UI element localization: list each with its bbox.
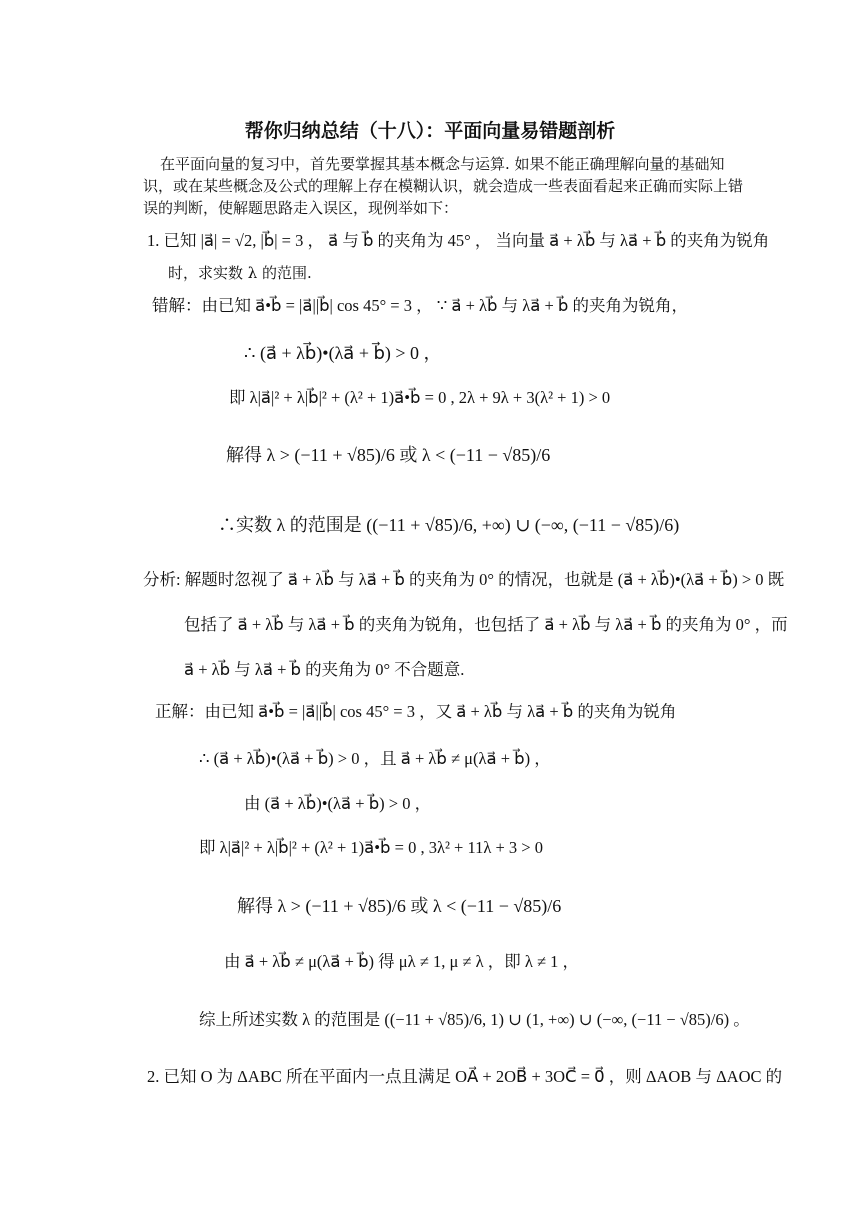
problem-2-statement: 2. 已知 O 为 ΔABC 所在平面内一点且满足 OA⃗ + 2OB⃗ + 3OC⃗ = 0⃗ ，则 ΔAOB 与 ΔAOC 的	[147, 1067, 783, 1086]
problem-1-question: 时，求实数 λ 的范围.	[168, 264, 312, 282]
wrong-solution-line-5: ∴实数 λ 的范围是 ((−11 + √85)/6, +∞) ∪ (−∞, (−11 − √85)/6)	[218, 515, 680, 535]
correct-solution-line-2: ∴ (a⃗ + λb⃗)•(λa⃗ + b⃗) > 0 ，且 a⃗ + λb⃗ ≠ μ(λa⃗ + b⃗) ，	[199, 749, 551, 768]
wrong-solution-line-2: ∴ (a⃗ + λb⃗)•(λa⃗ + b⃗) > 0 ，	[244, 343, 442, 363]
correct-solution-line-1: 正解：由已知 a⃗•b⃗ = |a⃗||b⃗| cos 45° = 3 ，又 a⃗ + λb⃗ 与 λa⃗ + b⃗ 的夹角为锐角	[155, 702, 677, 721]
document-title: 帮你归纳总结（十八）：平面向量易错题剖析	[244, 120, 616, 142]
correct-solution-line-5: 解得 λ > (−11 + √85)/6 或 λ < (−11 − √85)/6	[237, 896, 562, 916]
problem-1-statement: 1. 已知 |a⃗| = √2, |b⃗| = 3 ， a⃗ 与 b⃗ 的夹角为 45° ， 当向量 a⃗ + λb⃗ 与 λa⃗ + b⃗ 的夹角为锐角	[147, 231, 770, 250]
analysis-line-1: 分析: 解题时忽视了 a⃗ + λb⃗ 与 λa⃗ + b⃗ 的夹角为 0° 的情况，也就是 (a⃗ + λb⃗)•(λa⃗ + b⃗) > 0 既	[143, 570, 785, 589]
correct-solution-line-3: 由 (a⃗ + λb⃗)•(λa⃗ + b⃗) > 0 ，	[244, 794, 432, 813]
analysis-line-2: 包括了 a⃗ + λb⃗ 与 λa⃗ + b⃗ 的夹角为锐角，也包括了 a⃗ + λb⃗ 与 λa⃗ + b⃗ 的夹角为 0° ，而	[184, 615, 788, 634]
wrong-solution-line-3: 即 λ|a⃗|² + λ|b⃗|² + (λ² + 1)a⃗•b⃗ = 0 , 2λ + 9λ + 3(λ² + 1) > 0	[229, 388, 611, 407]
correct-solution-line-7: 综上所述实数 λ 的范围是 ((−11 + √85)/6, 1) ∪ (1, +∞) ∪ (−∞, (−11 − √85)/6) 。	[199, 1010, 750, 1029]
wrong-solution-line-1: 错解：由已知 a⃗•b⃗ = |a⃗||b⃗| cos 45° = 3 ， ∵ a⃗ + λb⃗ 与 λa⃗ + b⃗ 的夹角为锐角，	[152, 296, 689, 315]
intro-line-2: 识，或在某些概念及公式的理解上存在模糊认识，就会造成一些表面看起来正确而实际上错	[143, 177, 744, 195]
analysis-line-3: a⃗ + λb⃗ 与 λa⃗ + b⃗ 的夹角为 0° 不合题意.	[184, 660, 465, 679]
correct-solution-line-4: 即 λ|a⃗|² + λ|b⃗|² + (λ² + 1)a⃗•b⃗ = 0 , 3λ² + 11λ + 3 > 0	[199, 838, 543, 857]
intro-line-3: 误的判断，使解题思路走入误区，现例举如下：	[143, 199, 459, 217]
correct-solution-line-6: 由 a⃗ + λb⃗ ≠ μ(λa⃗ + b⃗) 得 μλ ≠ 1, μ ≠ λ ，即 λ ≠ 1 ，	[224, 952, 580, 971]
intro-line-1: 在平面向量的复习中，首先要掌握其基本概念与运算. 如果不能正确理解向量的基础知	[160, 155, 725, 173]
wrong-solution-line-4: 解得 λ > (−11 + √85)/6 或 λ < (−11 − √85)/6	[226, 445, 551, 465]
